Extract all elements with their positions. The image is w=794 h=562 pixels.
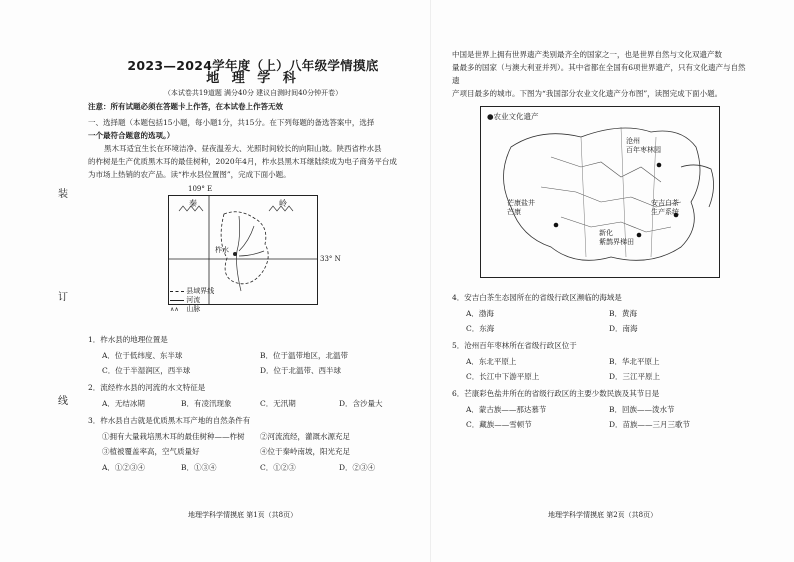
heritage-map xyxy=(480,106,720,278)
q3-item-4: ④位于秦岭南坡，阳光充足 xyxy=(260,447,350,456)
q6-option-c: C．藏族——雪顿节 xyxy=(466,420,532,429)
question-6-options xyxy=(452,404,752,431)
map-legend xyxy=(170,287,214,314)
fold-line xyxy=(430,0,431,562)
heritage-map-svg xyxy=(481,107,719,277)
q6-option-d: D．苗族——三月三歌节 xyxy=(609,420,691,429)
q5-option-b: B．华北平原上 xyxy=(609,357,660,366)
page-two-footer: 地理学科学情摸底 第2页（共8页） xyxy=(548,511,658,519)
q4-option-c: C．东海 xyxy=(466,324,495,333)
q3-item-2: ②河流流经，灌溉水源充足 xyxy=(260,432,350,441)
q1-option-d: D．位于北温带、西半球 xyxy=(260,366,342,375)
passage-line3: 为市场上热销的农产品。读“柞水县位置图”，完成下面小题。 xyxy=(88,170,291,179)
margin-char-zhuang: 装 xyxy=(58,189,68,200)
q1-option-c: C．位于半湿润区，西半球 xyxy=(102,366,191,375)
margin-char-xian: 线 xyxy=(58,396,68,407)
legend-mountain: ∧∧ 山脉 xyxy=(170,305,201,313)
passage-line2: 的柞树是生产优质黑木耳的最佳树种，2020年4月，柞水县黑木耳继陆续成为电子商务平台成 xyxy=(88,157,397,166)
q6-option-b: B．回族——泼水节 xyxy=(609,405,675,414)
question-1: 1．柞水县的地理位置是 xyxy=(88,335,168,344)
question-4-options xyxy=(452,308,752,335)
exam-title: 2023—2024学年度（上）八年级学情摸底 xyxy=(127,58,379,73)
question-2: 2．流经柞水县的河流的水文特征是 xyxy=(88,383,206,392)
question-2-options xyxy=(88,398,418,410)
q3-item-3: ③植被覆盖率高，空气质量好 xyxy=(102,447,200,456)
map-label-cangzhou: 沧州 百年枣林园 xyxy=(626,137,661,154)
section-heading-line2: 一个最符合题意的选项。） xyxy=(88,131,175,140)
subject-title: 地 理 学 科 xyxy=(206,71,300,86)
margin-char-ding: 订 xyxy=(58,292,68,303)
heritage-map-legend: ●农业文化遗产 xyxy=(487,112,539,121)
intro-line3: 产项目最多的城市。下图为“我国部分农业文化遗产分布图”，读图完成下面小题。 xyxy=(452,89,723,98)
q2-option-c: C．无汛期 xyxy=(260,399,296,408)
q3-option-c: C．①②③ xyxy=(260,463,296,472)
q4-option-d: D．南海 xyxy=(609,324,638,333)
q4-option-a: A．渤海 xyxy=(466,309,494,318)
county-map-area xyxy=(88,183,418,329)
question-3-options xyxy=(88,462,418,474)
q1-option-a: A．位于低纬度、东半球 xyxy=(102,351,183,360)
q4-option-b: B．黄海 xyxy=(609,309,638,318)
q2-option-d: D．含沙量大 xyxy=(339,399,383,408)
question-3-items xyxy=(88,431,418,458)
legend-boundary: 县域界线 xyxy=(170,287,214,296)
q6-option-a: A．蒙古族——那达慕节 xyxy=(466,405,547,414)
map-label-mangkang: 芒康盐井 芒康 xyxy=(507,199,535,216)
map-longitude-label: 109° E xyxy=(188,185,213,193)
q1-option-b: B．位于温带地区，北温带 xyxy=(260,351,349,360)
question-3: 3．柞水县自古就是优质黑木耳产地的自然条件有 xyxy=(88,416,251,425)
q2-option-b: B．有凌汛现象 xyxy=(181,399,232,408)
map-mountain-label-2: 岭 xyxy=(279,199,287,208)
section-heading-line1: 一、选择题（本题包括15小题，每小题1分，共15分。在下列每题的备选答案中，选择 xyxy=(88,118,375,127)
q5-option-d: D．三江平原上 xyxy=(609,372,661,381)
q2-option-a: A．无结冰期 xyxy=(102,399,145,408)
intro-line1: 中国是世界上拥有世界遗产类别最齐全的国家之一，也是世界自然与文化双遗产数 xyxy=(452,50,722,59)
passage-line1: 黑木耳适宜生长在环境洁净、昼夜温差大、光照时间较长的向阳山坡。陕西省柞水县 xyxy=(104,144,382,153)
q3-option-a: A．①②③④ xyxy=(102,463,145,472)
page-one xyxy=(88,40,418,474)
map-label-anji: 安吉白茶 生产系统 xyxy=(651,199,679,216)
question-4: 4．安吉白茶生态园所在的省级行政区濒临的海域是 xyxy=(452,293,622,302)
exam-notice: 注意：所有试题必须在答题卡上作答，在本试卷上作答无效 xyxy=(88,102,283,111)
question-1-options xyxy=(88,350,418,377)
question-5-options xyxy=(452,356,752,383)
map-label-xinhua: 新化 紫鹊界梯田 xyxy=(599,229,634,246)
question-6: 6．芒康彩色盐井所在的省级行政区的主要少数民族及其节日是 xyxy=(452,389,660,398)
q5-option-a: A．东北平原上 xyxy=(466,357,517,366)
map-latitude-label: 33° N xyxy=(320,255,341,263)
question-5: 5．沧州百年枣林所在省级行政区位于 xyxy=(452,341,577,350)
q3-option-b: B．①③④ xyxy=(181,463,217,472)
exam-meta: （本试卷共19道题 满分40分 建议自测时间40分钟开卷） xyxy=(163,89,343,97)
q3-option-d: D．②③④ xyxy=(339,463,376,472)
legend-river: 河流 xyxy=(170,296,214,305)
intro-line2: 量最多的国家（与澳大利亚并列）。其中省都在全国有6项世界遗产，只有文化遗产与自然遗 xyxy=(452,63,746,85)
page-two xyxy=(452,40,752,431)
map-county-label: 柞水 xyxy=(215,246,229,254)
q5-option-c: C．长江中下游平原上 xyxy=(466,372,540,381)
q3-item-1: ①拥有大量栽培黑木耳的最佳树种——柞树 xyxy=(102,432,245,441)
page-one-footer: 地理学科学情摸底 第1页（共8页） xyxy=(188,511,298,519)
map-mountain-label: 秦 xyxy=(189,199,197,208)
